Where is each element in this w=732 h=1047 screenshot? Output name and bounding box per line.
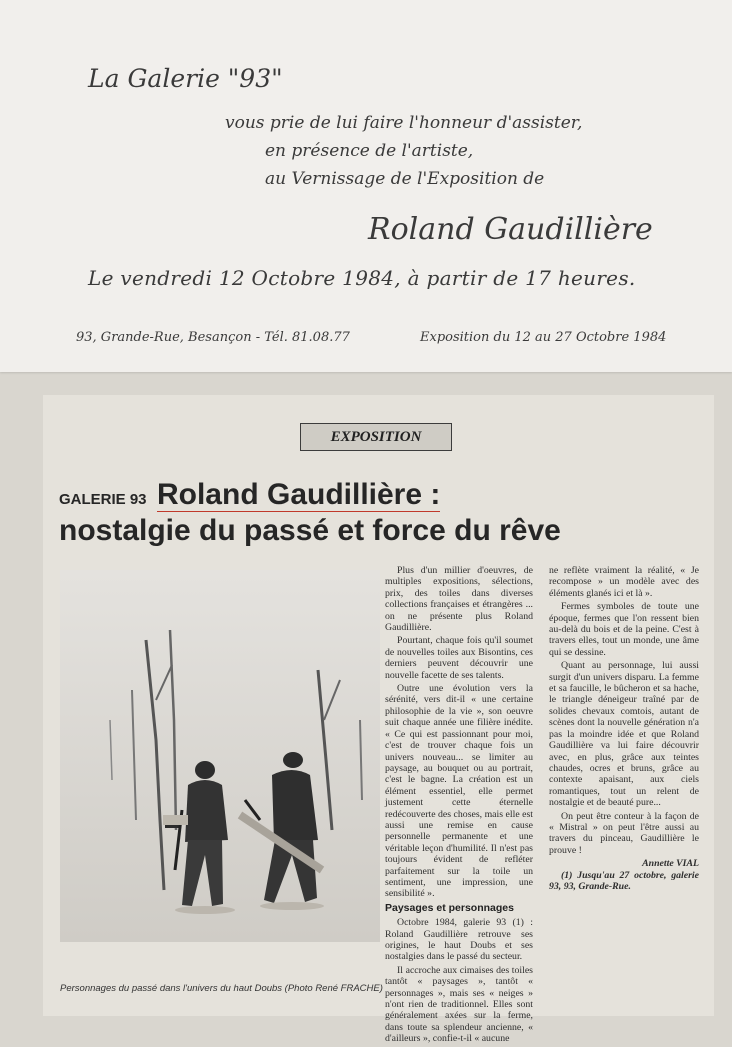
invitation-card: [0, 0, 732, 372]
headline-subtitle: nostalgie du passé et force du rêve: [59, 514, 561, 547]
invitation-line-2: en présence de l'artiste,: [265, 141, 474, 161]
gallery-address: 93, Grande-Rue, Besançon - Tél. 81.08.77: [76, 330, 350, 345]
paragraph: Outre une évolution vers la sérénité, vers dit-il « une certaine philosophie de la vie », son oeuvre suit chaque année une filière inédite. « Ce qui est passionnant pour moi, c'est de trouver chaque fois un univers nouveau... se limiter au paysage, au bouquet ou au portrait, c'est le bagne. La création est un élément essentiel, elle permet justement cette éternelle redécouverte des choses, mais elle est aussi une remise en cause personnelle permanente et une véritable leçon d'humilité. Il n'est pas toujours évident de refléter parfaitement sur la toile un sentiment, une impression, une sensibilité ».: [385, 683, 533, 900]
artist-name: Roland Gaudillière: [368, 212, 653, 247]
paragraph: Plus d'un millier d'oeuvres, de multiples expositions, sélections, prix, des toiles dans diverses collections françaises et étrangères ... on ne présente plus Roland Gaudillière.: [385, 565, 533, 634]
painting-illustration: [60, 570, 380, 942]
author-signature: Annette VIAL: [642, 858, 699, 870]
photo-caption: Personnages du passé dans l'univers du haut Doubs (Photo René FRACHE): [60, 983, 383, 994]
invitation-date: Le vendredi 12 Octobre 1984, à partir de 17 heures.: [88, 266, 636, 290]
painting-photo: [60, 570, 380, 942]
exhibition-dates: Exposition du 12 au 27 Octobre 1984: [420, 330, 667, 345]
article-column-2: [385, 565, 533, 1047]
paragraph: Fermes symboles de toute une époque, fermes que l'on ressent bien au-delà du bois et de la peine. C'est à travers elles, tout un monde, une âme qui se dessine.: [549, 601, 699, 658]
headline-title: Roland Gaudillière :: [156, 478, 441, 511]
invitation-line-1: vous prie de lui faire l'honneur d'assister,: [225, 113, 583, 133]
section-label: EXPOSITION: [300, 423, 452, 451]
invitation-line-3: au Vernissage de l'Exposition de: [265, 169, 545, 189]
headline: [59, 477, 709, 549]
gallery-name: La Galerie "93": [88, 64, 283, 93]
newspaper-clipping: [43, 395, 714, 1045]
paragraph: Pourtant, chaque fois qu'il soumet de nouvelles toiles aux Bisontins, ces derniers peuvent découvrir une nouvelle facette de ses talents.: [385, 635, 533, 681]
article-column-3: [549, 565, 699, 894]
subheading: Paysages et personnages: [385, 901, 514, 914]
paragraph: On peut être conteur à la façon de « Mistral » on peut l'être aussi au travers du pinceau, Gaudillière le prouve !: [549, 810, 699, 856]
headline-kicker: GALERIE 93: [59, 491, 147, 508]
paragraph: Quant au personnage, lui aussi surgit d'un univers disparu. La femme et sa faucille, le bûcheron et sa hache, le triangle déneigeur traîné par de solides chevaux comtois, autant de scènes dont la nouvelle génération n'a pas la moindre idée et que Roland Gaudillière va lui faire découvrir avec, en plus, grâce aux teintes chaudes, ocres et bruns, grâce au contexte apaisant, aux ciels romantiques, tout un relent de nostalgie et de beauté pure...: [549, 660, 699, 809]
paragraph: Il accroche aux cimaises des toiles tantôt « paysages », tantôt « personnages », mais ses « neiges » n'ont rien de traditionnel. Elles sont généralement axées sur la ferme, dans toute sa splendeur ancienne, « d'ailleurs », confie-t-il « aucune: [385, 964, 533, 1045]
paragraph: ne reflète vraiment la réalité, « Je recompose » un modèle avec des éléments glanés ici et là ».: [549, 565, 699, 599]
footnote: (1) Jusqu'au 27 octobre, galerie 93, 93, Grande-Rue.: [549, 869, 699, 892]
paragraph: Octobre 1984, galerie 93 (1) : Roland Gaudillière retrouve ses origines, le haut Doubs et ses nostalgies dans le passé du secteur.: [385, 917, 533, 963]
